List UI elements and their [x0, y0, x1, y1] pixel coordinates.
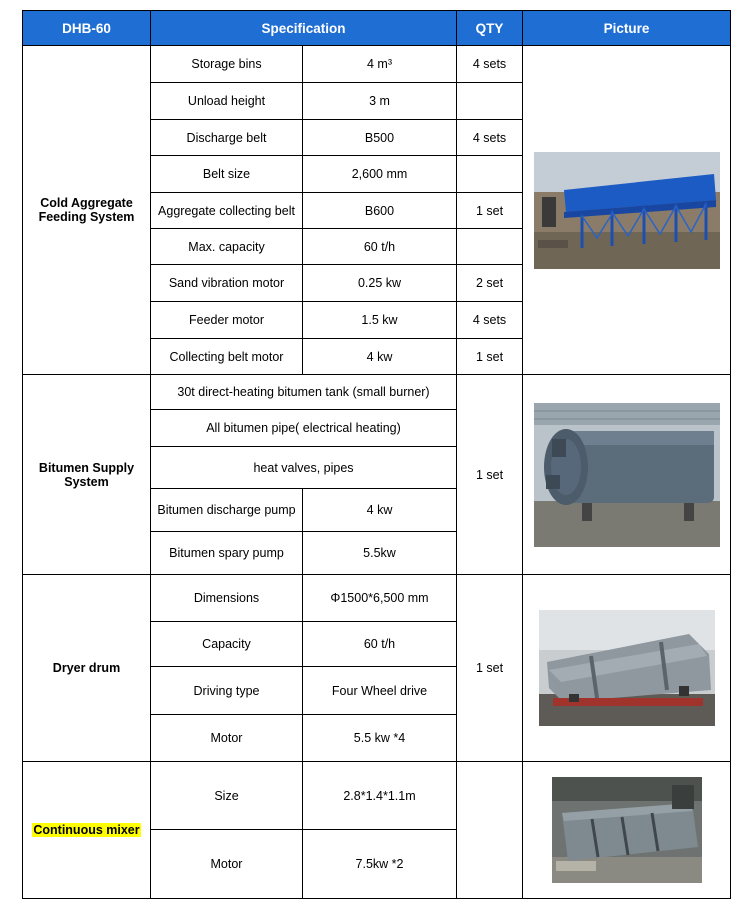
spec-qty-empty: [457, 762, 523, 899]
header-model: DHB-60: [23, 11, 151, 46]
spec-qty: [457, 83, 523, 120]
spec-table: [22, 10, 731, 899]
spec-qty: 1 set: [457, 339, 523, 375]
spec-value: 2,600 mm: [303, 156, 457, 193]
spec-label: Storage bins: [151, 46, 303, 83]
group-dryer-drum: Dryer drum: [23, 575, 151, 762]
spec-label: Capacity: [151, 622, 303, 667]
spec-value: Four Wheel drive: [303, 667, 457, 715]
spec-value: 2.8*1.4*1.1m: [303, 762, 457, 830]
picture-cell: [523, 575, 731, 762]
spec-value: 60 t/h: [303, 622, 457, 667]
spec-full-row: heat valves, pipes: [151, 447, 457, 489]
spec-label: Unload height: [151, 83, 303, 120]
spec-qty: [457, 229, 523, 265]
spec-label: Max. capacity: [151, 229, 303, 265]
table-row: [23, 46, 731, 83]
spec-qty: 4 sets: [457, 120, 523, 156]
spec-value: 7.5kw *2: [303, 830, 457, 899]
table-row: [23, 762, 731, 830]
spec-value: 4 m³: [303, 46, 457, 83]
spec-qty: 4 sets: [457, 302, 523, 339]
spec-label: Dimensions: [151, 575, 303, 622]
spec-label: Discharge belt: [151, 120, 303, 156]
spec-full-row: 30t direct-heating bitumen tank (small burner): [151, 375, 457, 410]
spec-label: Motor: [151, 715, 303, 762]
spec-label: Aggregate collecting belt: [151, 193, 303, 229]
spec-label: Driving type: [151, 667, 303, 715]
spec-qty: 2 set: [457, 265, 523, 302]
table-row: [23, 375, 731, 410]
spec-label: Size: [151, 762, 303, 830]
spec-value: 5.5 kw *4: [303, 715, 457, 762]
spec-label: Bitumen discharge pump: [151, 489, 303, 532]
spec-value: B500: [303, 120, 457, 156]
spec-full-row: All bitumen pipe( electrical heating): [151, 410, 457, 447]
dryer-drum-photo: [539, 610, 715, 726]
spec-value: 4 kw: [303, 339, 457, 375]
spec-value: 3 m: [303, 83, 457, 120]
spec-qty: 1 set: [457, 575, 523, 762]
header-specification: Specification: [151, 11, 457, 46]
group-bitumen-supply: Bitumen Supply System: [23, 375, 151, 575]
picture-cell: [523, 46, 731, 375]
spec-value: Φ1500*6,500 mm: [303, 575, 457, 622]
spec-label: Feeder motor: [151, 302, 303, 339]
highlighted-group-label: Continuous mixer: [33, 823, 140, 837]
spec-qty: 1 set: [457, 193, 523, 229]
group-continuous-mixer: [23, 762, 151, 899]
spec-value: B600: [303, 193, 457, 229]
bitumen-tank-photo: [534, 403, 720, 547]
spec-label: Motor: [151, 830, 303, 899]
header-picture: Picture: [523, 11, 731, 46]
spec-value: 1.5 kw: [303, 302, 457, 339]
spec-value: 5.5kw: [303, 532, 457, 575]
continuous-mixer-photo: [552, 777, 702, 883]
header-row: [23, 11, 731, 46]
spec-qty: 4 sets: [457, 46, 523, 83]
cold-feeder-photo: [534, 152, 720, 269]
spec-label: Belt size: [151, 156, 303, 193]
picture-cell: [523, 762, 731, 899]
picture-cell: [523, 375, 731, 575]
spec-qty: 1 set: [457, 375, 523, 575]
spec-label: Collecting belt motor: [151, 339, 303, 375]
spec-label: Bitumen spary pump: [151, 532, 303, 575]
spec-value: 0.25 kw: [303, 265, 457, 302]
spec-label: Sand vibration motor: [151, 265, 303, 302]
spec-value: 4 kw: [303, 489, 457, 532]
table-row: [23, 575, 731, 622]
spec-value: 60 t/h: [303, 229, 457, 265]
spec-qty: [457, 156, 523, 193]
group-cold-aggregate: Cold Aggregate Feeding System: [23, 46, 151, 375]
header-qty: QTY: [457, 11, 523, 46]
